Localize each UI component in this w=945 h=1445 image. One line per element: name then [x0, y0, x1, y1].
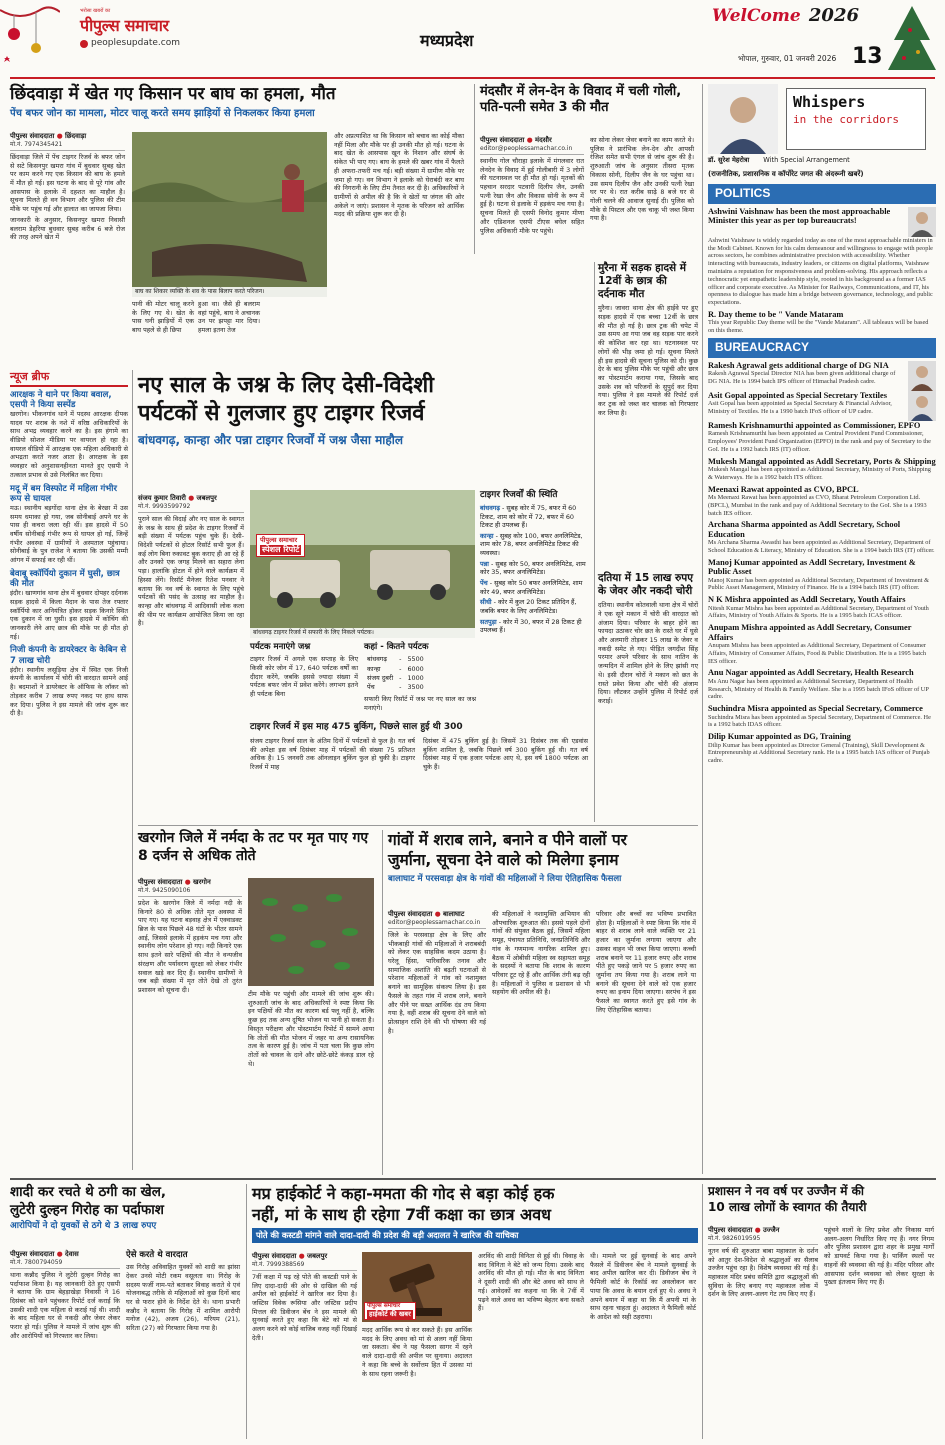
website-link[interactable]: peoplesupdate.com — [91, 37, 180, 48]
booking-headline: टाइगर रिजर्व में इस माह 475 बुकिंग, पिछले साल हुई थी 300 — [250, 722, 463, 732]
body-col1: स्थानीय गोल चौराहा इलाके में मंगलवार रात लेनदेन के विवाद में हुई गोलीबारी में 3 लोगों की घटनास्थल पर ही मौत हो गई। मृतकों की पहचान सरदार पटवारी दिलीप जैन, उनकी पत्नी रेखा जैन और विकास सोनी के रूप में हुई है। घटना से इलाके में हड़कंप मच गया है। सूचना मिलते ही एसपी विनोद कुमार मीणा और एडिशनल एसपी टीएस बघेल सहित पुलिस अधिकारी मौके पर पहुंचे। — [480, 156, 584, 235]
byline: पीपुल्स संवाददाता ● छिंदवाड़ा — [10, 132, 87, 140]
badge-label: हाईकोर्ट की खबर — [369, 1310, 411, 1319]
booking-col1: संजय टाइगर रिजर्व साल के अंतिम दिनों में पर्यटकों से फुल है। गत वर्ष की अपेक्षा इस वर्ष दिसंबर माह में पर्यटकों की संख्या 75 प्रतिशत अधिक है। 15 जनवरी तक ऑनलाइन बुकिंग फुल हो चुकी है। टाइगर रिजर्व में माह — [250, 736, 415, 771]
bureaucracy-item — [708, 558, 936, 592]
bureaucracy-item — [708, 668, 936, 701]
masthead — [0, 0, 945, 78]
tagline: (राजनीतिक, प्रशासनिक व कॉर्पोरेट जगत की अंदरूनी खबरें) — [708, 170, 864, 178]
byline: पीपुल्स संवाददाता ● उज्जैन — [708, 1226, 780, 1234]
email: editor@peoplessamachar.co.in — [480, 145, 584, 155]
page-number: 13 — [852, 44, 883, 69]
tiger-victim-photo — [132, 132, 327, 297]
mobile: मो.नं. 7999388569 — [252, 1261, 357, 1271]
status-item: सतपुड़ा - कोर में 30, बफर में 28 टिकट ही उपलब्ध हैं। — [480, 617, 582, 635]
story-balaghat — [388, 830, 698, 1175]
special-report-badge — [256, 534, 305, 557]
body-col1: जिले के परसवाड़ा क्षेत्र के लिए और भीकबाही गांवों की महिलाओं ने शराबबंदी को लेकर एक साहसिक कदम उठाया है। घरेलू हिंसा, पारिवारिक तनाव और सामाजिक अशांति की बढ़ती घटनाओं से परेशान महिलाओं ने गांव को नशामुक्त बनाने का सामूहिक संकल्प लिया है। इस फैसले के तहत गांव में शराब लाने, बनाने और पीने पर सख्त आर्थिक दंड तय किया गया है, वहीं शराब की सूचना देने वाले को प्रोत्साहन राशि देने की भी घोषणा की गई है। — [388, 930, 486, 1035]
bureaucracy-item — [708, 595, 936, 620]
headline: मंदसौर में लेन-देन के विवाद में चली गोली, पति-पत्नी समेत 3 की मौत — [480, 84, 682, 115]
brief-body: इंदौर। खाणगांव थाना क्षेत्र में बुधवार दोपहर दर्दनाक सड़क हादसे में किला मैदान के पास तेज रफ्तार स्कॉर्पियो कार अनियंत्रित होकर सड़क किनारे स्थित एक दुकान में जा घुसी। इस हादसे में कोचिंग की जानकारी लेने आए छात्र की मौके पर ही मौत हो गई। — [10, 589, 128, 641]
item-body: Dilip Kumar has been appointed as Director General (Training), Skill Development & Entrepreneurship at Additional Secretary rank. He is a 1995 batch IAS officer of Punjab cadre. — [708, 741, 930, 765]
body-col2: का सोना लेकर जेवर बनाने का काम करते थे। पुलिस ने प्रारंभिक लेन-देन और आपसी रंजिश समेत सभी एंगल से जांच शुरू की है। शुरुआती जांच के अनुसार तीसरा मृतक विकास सोनी, दिलीप जैन के घर पहुंचा था। उस समय दिलीप जैन और उनकी पत्नी रेखा घर पर थे। रात करीब साढ़े 8 बजे घर से गोली चलने की आवाज सुनाई दी। पुलिस को मौके से पिस्टल और एक चाकू भी जब्त किया गया है। — [590, 136, 694, 223]
item-head: N K Mishra appointed as Addl Secretary, Youth Affairs — [708, 595, 906, 605]
body: दतिया। स्थानीय कोतवाली थाना क्षेत्र में चोरों ने एक सूने मकान में चोरी की वारदात को अंजाम दिया। परिवार के बाहर होने का फायदा उठाकर चोर छत के रास्ते घर में घुसे और अलमारी तोड़कर 15 लाख के जेवर व नकदी समेट ले गए। पीड़ित जगदीश सिंह परमार अपने परिवार के साथ नातिन के जन्मदिन में शामिल होने के लिए झांसी गए थे। इसी दौरान चोरों ने मकान को छत के रास्ते प्रवेश किया और चोरी की अंजाम दिया। लौटकर उन्होंने पुलिस में रिपोर्ट दर्ज कराई। — [598, 601, 698, 705]
reserve-status-box — [480, 490, 588, 637]
byline: पीपुल्स संवाददाता ● मंदसौर — [480, 136, 552, 144]
headline: छिंदवाड़ा में खेत गए किसान पर बाघ का हमला, मौत — [10, 84, 336, 104]
safari-photo — [250, 490, 475, 638]
bureaucracy-item — [708, 391, 936, 421]
body-col2: पानी की मोटर चालू करने के लिए गए थे। खेत के पास घनी झाड़ियों में एक बाघ पहले से ही छिपा — [132, 300, 194, 335]
table-row: पेंच - 3500 — [367, 683, 424, 692]
body-col4: और अप्रत्याशित था कि किसान को बचाव का कोई मौका नहीं मिला और मौके पर ही उनकी मौत हो गई। घटना के बाद खेत के आसपास खून के निशान और संघर्ष के संकेत भी पाए गए। बाघ के हमले की खबर गांव में फैलते ही अफरा-तफरी मच गई। बड़ी संख्या में ग्रामीण मौके पर जमा हो गए। वन विभाग ने इलाके को घेराबंदी कर बाघ की निगरानी के लिए टीम तैनात कर दी है। अधिकारियों ने ग्रामीणों से अपील की है कि वे खेतों या जंगल की ओर अकेले न जाएं। प्रशासन ने मृतक के परिजन को आर्थिक मदद की प्रक्रिया शुरू कर दी है। — [334, 132, 464, 219]
divider-horizontal-1 — [138, 825, 698, 826]
body-col1: प्रदेश के खरगोन जिले में नर्मदा नदी के किनारे 80 से अधिक तोते मृत अवस्था में पाए गए। यह घटना बड़वाह क्षेत्र में एक्वाडक्ट ब्रिज के पास पिछले 48 घंटों के भीतर सामने आई, जिससे इलाके में हड़कंप मच गया और स्थानीय लोग परेशान हो गए। नदी किनारे एक साथ इतने सारे पक्षियों की मौत ने वन्यजीव संरक्षण और पर्यावरण सुरक्षा को लेकर गंभीर सवाल खड़े कर दिए हैं। स्थानीय ग्रामीणों ने जब बड़ी संख्या में मृत तोते देखे तो तुरंत प्रशासन को सूचना दी। — [138, 898, 242, 994]
parrots-photo — [248, 878, 374, 986]
divider-vertical-6 — [702, 1184, 703, 1439]
brief-item — [10, 390, 128, 480]
body-col2: टीम मौके पर पहुंची और मामले की जांच शुरू की। शुरुआती जांच के बाद अधिकारियों ने स्पष्ट किया कि इन पक्षियों की मौत का कारण बर्ड फ्लू नहीं है, बल्कि कुछ हद तक अन्य दूषित भोजन या पानी हो सकता है। विस्तृत परीक्षण और पोस्टमार्टम रिपोर्ट में सामने आया कि तोतों की मौत भोजन में जहर या अन्य रासायनिक तत्व के कारण हुई है। जांच में पता चला कि कुछ लोग तोतों को चावल के दाने और छोटे-छोटे कंकड़ डाल रहे थे। — [248, 990, 374, 1068]
email: editor@peoplessamachar.co.in — [388, 919, 486, 929]
politics-item — [708, 207, 936, 307]
status-item: पन्ना - सुबह कोर 50, बफर अनलिमिटेड, शाम कोर 35, बफर अनलिमिटेड। — [480, 559, 586, 577]
rday-item — [708, 310, 936, 335]
rday-head: R. Day theme to be " Vande Mataram — [708, 310, 844, 319]
table-row: संजय दुबरी - 1000 — [367, 673, 424, 682]
officer-portrait-icon — [908, 391, 936, 421]
headline-line-2: पर्यटकों से गुलजार हुए टाइगर रिजर्व — [138, 400, 425, 426]
bureaucracy-item — [708, 361, 936, 391]
brief-title: बेवाबू स्कॉर्पियो दुकान में घुसी, छात्र की मौत — [10, 568, 120, 589]
author-portrait-icon — [708, 84, 778, 154]
crowd-title: कहां - कितने पर्यटक — [364, 642, 429, 652]
body-col3: हुआ था। जैसे ही बलराम वहां पहुंचे, बाघ ने अचानक उन पर झपट्टा मार दिया। हमला इतना तेज — [198, 300, 260, 335]
mobile: मो.नं. 7974345421 — [10, 141, 125, 151]
bureaucracy-item — [708, 485, 936, 518]
story-highcourt — [252, 1184, 698, 1439]
brief-item — [10, 484, 128, 565]
whispers-title: Whispers — [793, 93, 866, 111]
story-khargone — [138, 830, 378, 1175]
table-row: बांधवगढ़ - 5500 — [367, 655, 424, 664]
celebration-box — [250, 642, 358, 701]
headline: खरगोन जिले में नर्मदा के तट पर मृत पाए गए 8 दर्जन से अधिक तोते — [138, 830, 369, 864]
status-item: बांधवगढ़ - सुबह कोर में 75, बफर में 60 टिकट, शाम को कोर में 72, बफर में 60 टिकट ही उपलब्ध हैं। — [480, 503, 577, 530]
headline-line-2: नहीं, मां के साथ ही रहेगा 7वीं कक्षा का छात्र अवध — [252, 1204, 551, 1224]
body-col1: 7वीं कक्षा में पढ़ रहे पोते की कस्टडी पाने के लिए दादा-दादी की ओर से दाखिल की गई अपील को हाईकोर्ट ने खारिज कर दिया है। जस्टिस विवेक रूसिया और जस्टिस प्रदीप मित्तल की डिवीजन बेंच ने इस मामले की सुनवाई करते हुए कहा कि बेटे को मां से अलग करने को कोई वाजिब वजह नहीं दिखाई देती। — [252, 1272, 357, 1342]
minister-portrait-icon — [908, 207, 936, 237]
item-head: Rakesh Agrawal gets additional charge of DG NIA — [708, 360, 889, 370]
bureaucracy-item — [708, 457, 936, 482]
badge-brand: पीपुल्स समाचार — [260, 536, 298, 544]
photo-caption: बांधवगढ़ टाइगर रिजर्व में सफारी के लिए निकले पर्यटक। — [250, 628, 475, 638]
item-head: Meenaxi Rawat appointed as CVO, BPCL — [708, 484, 859, 494]
brief-body: खरगोन। भीकनगांव थाने में पदस्थ आरक्षक दीपक यादव पर शराब के नशे में वरिष्ठ अधिकारियों के साथ अभद्र व्यवहार करने का है। इस हंगामे का वीडियो सोशल मीडिया पर वायरल हो रहा है। वायरल वीडियो में आरक्षक एक महिला अधिकारी से अभद्रता करते नजर आता है। आरक्षक के इस व्यवहार को अनुशासनहीनता मानते हुए एसपी ने तत्काल प्रभाव से उसे निलंबित कर दिया। — [10, 409, 128, 479]
item-body: Mukesh Mangal has been appointed as Additional Secretary, Ministry of Ports, Shipping & Waterways. He is a 1992 batch ITS officer. — [708, 466, 931, 481]
body-col1b: जानकारी के अनुसार, किसनपुर खमरा निवासी बलराम डेहरिया बुधवार सुबह करीब 6 बजे रोज की तरह अपने खेत में — [10, 215, 125, 242]
divider-vertical-3 — [594, 262, 595, 822]
body-col2: उस गिरोह अविवाहित युवकों को शादी का झांसा देकर उनसे मोटी रकम वसूलता था। गिरोह के सदस्य फर्जी नाम-पते बताकर विवाह कराते थे एवं योजनाबद्ध तरीके से महिलाओं को कुछ दिनों बाद घर से फरार होने के निर्देश देते थे। थाना प्रभारी कन्नौद ने बताया कि गिरोह में शामिल आरोपी मनोज (42), अजय (26), मरियम (21), सरिता (27) को गिरफ्तार किया गया है। — [126, 1263, 240, 1333]
story-tiger-reserve — [138, 372, 590, 822]
bureaucracy-item — [708, 520, 936, 554]
headline-line-1: गांवों में शराब लाने, बनाने व पीने वालों पर — [388, 831, 627, 849]
headline-line-2: 10 लाख लोगों के स्वागत की तैयारी — [708, 1199, 867, 1214]
celebration-text: टाइगर रिजर्व में अगले एक सप्ताह के लिए किसी कोर जोन में 17, 640 पर्यटक वर्षों का दीदार करेंगे, जबकि इससे ज्यादा संख्या में पर्यटक बफर जोन में प्रवेश करेंगे। लगभग इतने ही पर्यटक बिना — [250, 655, 358, 699]
headline-line-1: प्रशासन ने नव वर्ष पर उज्जैन में की — [708, 1184, 864, 1198]
brief-body: मऊ। स्थानीय बड़गोंदा थाना क्षेत्र के बेरछा में उस समय धमाका हो गया, जब सोनीबाई अपने घर के पास ही कचरा जला रही थीं। इस हादसे में 50 वर्षीय सोनीबाई गंभीर रूप से घायल हो गई, जिन्हें गंभीर अवस्था में ग्रामीणों ने अस्पताल पहुंचाया। सोनीबाई के पुत्र राजेश ने बताया कि उसकी मम्मी आंगन में सफाई कर रही थीं। — [10, 503, 128, 565]
crowd-note: सफारी किए रिसॉर्ट में जश्न पर नए साल का जश्न मनाएंगे। — [364, 695, 476, 713]
story-ujjain — [708, 1184, 936, 1439]
item-body: Ms Archana Sharma Awasthi has been appointed as Additional Secretary, Department of School Education & Literacy, Ministry of Education. She is a 1994 batch IRS (IT) officer. — [708, 539, 935, 555]
item-head: Asit Gopal appointed as Special Secretary Textiles — [708, 390, 887, 400]
item-head: Anupam Mishra appointed as Addl Secretary, Consumer Affairs — [708, 623, 912, 642]
photo-caption: बाघ का शिकार व्यक्ति के शव के पास बिलाप करते परिजन। — [132, 287, 327, 297]
field-photo-icon — [132, 132, 327, 297]
politics-body: Ashwini Vaishnaw is widely regarded today as one of the most approachable ministers in the Modi Cabinet. Known for his calm demeanour and willingness to engage with people across sectors, he combines administrative precision with accessibility. Whether interacting with bureaucrats, industry leaders, or citizens on digital platforms, Vaishnaw maintains a reputation for responsiveness and problem-solving. His approach reflects a technocratic yet empathetic leadership style, rooted in his background as a former IAS officer and corporate executive. As Minister for Railways, Communications, and IT, his openness to dialogue has made him a bridge between governance, technology, and public expectations. — [708, 236, 933, 307]
logo-text: पीपुल्स समाचार — [80, 15, 169, 35]
item-body: Anupam Mishra has been appointed as Additional Secretary, Department of Consumer Affairs, Ministry of Consumer Affairs, Food & Public Distribution. He is a 1995 batch IES officer. — [708, 642, 927, 665]
item-head: Manoj Kumar appointed as Addl Secretary, Investment & Public Asset — [708, 557, 916, 577]
booking-col2: दिसंबर में 475 बुकिंग हुई है। जिसमें 31 दिसंबर तक की एडवांस बुकिंग शामिल है, जबकि पिछले वर्ष 300 बुकिंग हुई थी। गत वर्ष दिसंबर माह में एक हजार पर्यटक आए थे, इस वर्ष 1800 पर्यटक आ चुके हैं। — [423, 736, 588, 771]
byline: पीपुल्स संवाददाता ● जबलपुर — [252, 1252, 328, 1260]
booking-sub-story — [250, 722, 588, 774]
masthead-deco-left — [0, 0, 60, 78]
headline-line-1: नए साल के जश्न के लिए देसी-विदेशी — [138, 373, 434, 398]
brief-item — [10, 569, 128, 642]
status-item: पेंच - सुबह कोर 50 बफर अनलिमिटेड, शाम कोर 49, बफर अनलिमिटेड। — [480, 579, 583, 596]
item-body: Suchindra Misra has been appointed as Special Secretary, Department of Commerce. He is a 1992 batch IDAS officer. — [708, 713, 931, 729]
subhead: आरोपियों ने दो युवकों से ठगे थे 3 लाख रुपए — [10, 1221, 157, 1232]
body-col3: अरविंद की शादी विनिता से हुई थी। विवाह के बाद विनिता ने बेटे को जन्म दिया। उसके बाद अरविंद की मौत हो गई। मौत के बाद विनिता ने दूसरी शादी की और बेटे अवध को साथ ले गई। आवेदकों का कहना था कि वे 7वीं में पढ़ने वाले अवध का भविष्य बेहतर बना सकते हैं। — [478, 1252, 584, 1313]
divider-vertical-1 — [474, 84, 475, 254]
whispers-column — [708, 84, 936, 1174]
divider-vertical-5 — [246, 1184, 247, 1439]
crowd-table — [364, 655, 427, 692]
table-row: कान्हा - 6000 — [367, 664, 424, 673]
headline-line-2: लुटेरी दुल्हन गिरोह का पर्दाफाश — [10, 1201, 164, 1218]
body: पुराने साल की विदाई और नए साल के स्वागत के जश्न के साथ ही प्रदेश के टाइगर रिजर्वों में बड़ी संख्या में पर्यटक पहुंच चुके हैं। देसी-विदेशी पर्यटकों से होटल रिसॉर्ट सभी फुल हैं। कई लोग बिना रुकावट बुक कराए ही आ रहे हैं और उनको एक जगह मिलने का सहारा लेना पड़ा। हालांकि होटल में होने वाले कार्यक्रम में हिस्सा लेंगे। रिसॉर्ट मैनेजर रितेश पनवार ने बताया कि नव वर्ष के स्वागत के लिए पहुंचे पर्यटकों की पसंद के उत्साह का माहौल है। कान्हा और बांधवगढ़ में आदिवासी लोक कला की थीम पर कार्यक्रम आयोजित किया जा रहा है। — [138, 514, 244, 628]
headline-line-2: जुर्माना, सूचना देने वाले को मिलेगा इनाम — [388, 851, 619, 870]
divider-horizontal-2 — [10, 1178, 936, 1180]
news-brief-label: न्यूज ब्रीफ — [10, 370, 128, 387]
celebration-title: पर्यटक मनाएंगे जश्न — [250, 642, 311, 652]
brief-title: निजी कंपनी के डायरेक्टर के केबिन से 7 लाख चोरी — [10, 645, 127, 666]
divider-vertical-4 — [382, 830, 383, 1175]
body-col2: मदद आर्थिक रूप से कर सकते हैं। इस आर्थिक मदद के लिए अवध को मां से अलग नहीं किया जा सकता। बेंच ने यह फैसला सागर में रहने वाले दादा-दादी की अपील पर सुनाया। अदालत ने कहा कि बच्चे के सर्वोत्तम हित में उसका मां के साथ रहना जरूरी है। — [362, 1326, 472, 1378]
body-col3: परिवार और बच्चों का भविष्य प्रभावित होता है। महिलाओं ने स्पष्ट किया कि गांव में बाहर से शराब लाने वाले व्यक्ति पर 21 हजार का जुर्माना लगाया जाएगा और उसका वाहन भी जब्त किया जाएगा। कच्ची शराब बनाने पर 11 हजार रुपए और शराब पीते हुए पकड़े जाने पर 5 हजार रुपए का जुर्माना तय किया गया है। शराब लाने या बनाने की सूचना देने वाले को एक हजार रुपए का इनाम दिया जाएगा। सरपंच ने इस फैसले का स्वागत करते हुए इसे गांव के लिए ऐतिहासिक बताया। — [596, 910, 696, 1014]
item-body: Manoj Kumar has been appointed as Additional Secretary, Department of Investment & Public Asset Management, Ministry of Finance. He is a 1994 batch IRS (IT) officer. — [708, 576, 929, 592]
headline-line-1: शादी कर रचते थे ठगी का खेल, — [10, 1184, 166, 1200]
brief-item — [10, 645, 128, 718]
mobile: मो.नं. 9993599792 — [138, 503, 244, 513]
body-col1: नूतन वर्ष की शुरुआत बाबा महाकाल के दर्शन को आतुर देश-विदेश से श्रद्धालुओं का सैलाब उज्जैन पहुंच रहा है। विशेष व्यवस्था की गई है। महाकाल मंदिर प्रबंध समिति द्वारा श्रद्धालुओं की सुविधा के लिए बनाए गए महाकाल लोक में दर्शन के लिए अलग-अलग गेट तय किए गए हैं। — [708, 1246, 818, 1299]
author-photo — [708, 84, 778, 154]
item-head: Mukesh Mangal appointed as Addl Secretary, Ports & Shipping — [708, 456, 936, 466]
mobile: मो.नं. 9425090106 — [138, 887, 242, 897]
divider-vertical-right — [702, 84, 703, 1174]
bureaucracy-item — [708, 421, 936, 454]
status-item: कान्हा - सुबह कोर 100, बफर अनलिमिटेड, शाम कोर 78, बफर अनलिमिटेड टिकट की व्यवस्था। — [480, 531, 583, 558]
logo[interactable] — [80, 8, 220, 50]
item-body: Rakesh Agrawal Special Director NIA has been given additional charge of DG NIA. He is 1994 batch IPS officer of Himachal Pradesh cadre. — [708, 370, 896, 386]
subhead: बांधवगढ़, कान्हा और पन्ना टाइगर रिजर्वों में जश्न जैसा माहौल — [138, 433, 404, 447]
subhead: पोते की कस्टडी मांगने वाले दादा-दादी की प्रदेश की बड़ी अदालत ने खारिज की याचिका — [252, 1228, 698, 1243]
bureaucracy-item — [708, 732, 936, 765]
bureaucracy-item — [708, 623, 936, 665]
brief-title: मदू में बम विस्फोट में महिला गंभीर रूप से घायल — [10, 483, 117, 504]
crowd-table-box — [364, 642, 476, 715]
item-body: Asit Gopal has been appointed as Special Secretary & Financial Advisor, Ministry of Textiles. He is a 1990 batch IFoS officer of UP cadre. — [708, 400, 892, 416]
item-body: Ms Anu Nagar has been appointed as Additional Secretary, Department of Health Research, Ministry of Health & Family Welfare. She is a 1995 batch IFoS officer of UP cadre. — [708, 677, 929, 701]
whispers-subtitle: in the corridors — [793, 112, 899, 126]
rday-body: This year Republic Day theme will be the "Vande Mataram". All tableaux will be based on this theme. — [708, 319, 929, 335]
headline: मुरैना में सड़क हादसे में 12वीं के छात्र की दर्दनाक मौत — [598, 262, 687, 301]
dead-parrots-photo-icon — [248, 878, 374, 986]
politics-head: Ashwini Vaishnaw has been the most approachable Minister this year as per top bureaucrats! — [708, 206, 891, 226]
item-body: Ramesh Krishnamurthi has been appointed as Central Provident Fund Commissioner, Employees' Provident Fund Organization (EPFO) in the rank and pay of Secretary to the GoI. He is a 1992 batch IRS (IT) officer. — [708, 430, 931, 453]
gavel-photo — [362, 1252, 472, 1322]
story-mandsaur — [480, 84, 695, 256]
byline: पीपुल्स संवाददाता ● देवास — [10, 1250, 79, 1258]
divider-vertical-2 — [132, 370, 133, 1170]
body-col1: थाना कन्नौद पुलिस ने लुटेरी दुल्हन गिरोह का पर्दाफाश किया है। यह जानकारी देते हुए एसपी ने बताया कि ग्राम बेहड़ाखेड़ा निवासी ने 16 दिसंबर को थाने पहुंचकर रिपोर्ट दर्ज कराई कि उसकी शादी एक महिला से कराई गई थी। शादी के बाद महिला घर से नकदी और जेवर लेकर फरार हो गई। पुलिस ने मामले में जांच शुरू की और आरोपियों को गिरफ्तार कर लिया। — [10, 1270, 120, 1340]
subhead: बालाघाट में परसवाड़ा क्षेत्र के गांवों की महिलाओं ने लिया ऐतिहासिक फैसला — [388, 874, 622, 885]
welcome-text: WelCome — [712, 6, 801, 26]
dateline: भोपाल, गुरुवार, 01 जनवरी 2026 — [738, 54, 837, 63]
story-bride-gang — [10, 1184, 242, 1439]
story-datia — [598, 572, 698, 822]
globe-icon — [80, 40, 88, 48]
welcome-year: 2026 — [808, 5, 859, 26]
headline-line-1: मप्र हाईकोर्ट ने कहा-ममता की गोद से बड़ा कोई हक — [252, 1184, 555, 1203]
section-title: मध्यप्रदेश — [420, 31, 474, 50]
with-label: With Special Arrangement — [763, 156, 850, 164]
item-body: Ms Meenaxi Rawat has been appointed as CVO, Bharat Petroleum Corporation Ltd. (BPCL), Mumbai in the rank and pay of Additional Secretary to the GoI. She is a 1993 batch IES officer. — [708, 494, 927, 517]
mobile: मो.नं. 7800794059 — [10, 1259, 120, 1269]
brief-body: इंदौर। स्थानीय लसूड़िया क्षेत्र में स्थित एक निजी कंपनी के कार्यालय में चोरी की वारदात सामने आई है। बदमाशों ने डायरेक्टर के ऑफिस के लॉकर को तोड़कर करीब 7 लाख रुपए नकद पर हाथ साफ कर दिया। पुलिस ने इस मामले की जांच शुरू कर दी है। — [10, 665, 128, 718]
bureaucracy-item — [708, 704, 936, 729]
status-box-title: टाइगर रिजर्वों की स्थिति — [480, 490, 558, 500]
story-morena — [598, 262, 698, 562]
item-head: Anu Nagar appointed as Addl Secretary, Health Research — [708, 668, 914, 678]
body: मुरैना। जावरा थाना क्षेत्र की हाईवे पर हुए सड़क हादसे में एक बच्चा 12वीं के छात्र की मौत हो गई है। छात्र ट्रक की चपेट में उस समय आ गया जब वह सड़क पार करने की कोशिश कर रहा था। घटनास्थल पर लोगों की भीड़ जमा हो गई। सूचना मिलते ही इस हादसे की सूचना पुलिस को दी। कुछ देर के बाद पुलिस मौके पर पहुंची और छात्र का पोस्टमार्टम कराया गया, जिसके बाद उसके शव को परिजनों के सुपुर्द कर दिया गया। पुलिस ने इस मामले की रिपोर्ट दर्ज कर ट्रक को जब्त कर चालक को गिरफ्तार कर लिया है। — [598, 304, 698, 417]
byline: पीपुल्स संवाददाता ● खरगोन — [138, 878, 211, 886]
safari-jeep-photo-icon — [250, 490, 475, 638]
story-tiger-attack — [10, 84, 470, 384]
item-head: Suchindra Misra appointed as Special Secretary, Commerce — [708, 704, 923, 714]
item-head: Archana Sharma appointed as Addl Secretary, School Education — [708, 520, 901, 539]
box-title: ऐसे करते थे वारदात — [126, 1250, 188, 1260]
bureaucracy-band: BUREAUCRACY — [708, 338, 936, 358]
brief-title: आरक्षक ने थाने पर किया बवाल, एसपी ने किया सस्पेंड — [10, 389, 112, 410]
status-item: सीधी - कोर में कुल 20 टिकट प्रतिदिन हैं, जबकि बफर के लिए अनलिमिटेड। — [480, 598, 577, 615]
body-col1: छिंदवाड़ा जिले में पेंच टाइगर रिजर्व के बफर जोन से सटे किसनपुर खमरा गांव में बुधवार सुबह खेत पर काम करने गए एक किसान की बाघ के हमले में मौत हो गई। इस घटना के बाद से पूरे गांव और आसपास के इलाके में दहशत का माहौल है। सूचना मिलते ही वन विभाग और पुलिस की टीम मौके पर पहुंच गई और हालात का जायजा लिया। — [10, 152, 125, 214]
mobile: मो.नं. 9826019595 — [708, 1235, 818, 1245]
highcourt-badge — [364, 1302, 416, 1320]
byline: पीपुल्स संवाददाता ● बालाघाट — [388, 910, 465, 918]
badge-brand: पीपुल्स समाचार — [367, 1302, 401, 1309]
logo-small-text: भरोसा खबरों का — [80, 8, 111, 14]
byline: संजय कुमार तिवारी ● जबलपुर — [138, 494, 217, 502]
subhead: पेंच बफर जोन का मामला, मोटर चालू करते समय झाड़ियों से निकलकर किया हमला — [10, 108, 315, 120]
item-head: Ramesh Krishnamurthi appointed as Commissioner, EPFO — [708, 420, 921, 430]
politics-band: POLITICS — [708, 184, 936, 204]
headline: दतिया में 15 लाख रुपए के जेवर और नकदी चोरी — [598, 572, 694, 598]
author-name: डॉ. सुरेश मेहरोत्रा — [708, 156, 750, 164]
whispers-logo — [786, 88, 926, 150]
badge-label: स्पेशल रिपोर्ट — [262, 544, 300, 554]
body-col2: की महिलाओं ने नशामुक्ति अभियान की औपचारिक शुरुआत की। इससे पहले दोनों गांवों की संयुक्त बैठक हुई, जिसमें महिला समूह, पंचायत प्रतिनिधि, जनप्रतिनिधि और गांव के गणमान्य नागरिक शामिल हुए। बैठक में ओबीसी महिला स्व सहायता समूह के सदस्यों ने बताया कि शराब के कारण परिवार टूट रहे हैं और आर्थिक तंगी बढ़ रही है। महिलाओं ने पुलिस व प्रशासन से भी सहयोग की अपील की है। — [492, 910, 590, 997]
officer-portrait-icon — [908, 361, 936, 391]
snow-tree-icon — [880, 0, 945, 78]
body-col2: पहुंचने वालों के लिए प्रवेश और निकास मार्ग अलग-अलग निर्धारित किए गए हैं। नगर निगम और पुलिस प्रशासन द्वारा शहर के प्रमुख मार्गों को डायवर्ट किया गया है। पार्किंग स्थलों पर वाहनों की व्यवस्था की गई है। मंदिर परिसर और आसपास दर्शन व्यवस्था को लेकर सुरक्षा के पुख्ता इंतजाम किए गए हैं। — [824, 1226, 934, 1287]
item-head: Dilip Kumar appointed as DG, Training — [708, 732, 851, 742]
body-col4: थी। मामले पर हुई सुनवाई के बाद अपने फैसले में डिवीजन बेंच ने मामले सुनवाई के बाद अपील खारिज कर दी। डिवीजन बेंच ने फैमिली कोर्ट के रिकॉर्ड का अवलोकन कर पाया कि अवध के बयान दर्ज हुए थे। अवध ने अपने बयान में कहा था कि मैं अपनी मां के साथ रहना चाहता हूं। अदालत ने फैमिली कोर्ट के आदेश को सही ठहराया। — [590, 1252, 696, 1321]
news-brief — [10, 370, 128, 1170]
christmas-ornament-icon — [0, 0, 60, 78]
item-body: Nitesh Kumar Mishra has been appointed as Additional Secretary, Department of Youth Affairs, Ministry of Youth Affairs & Sports. He is a 1995 batch ICAS officer. — [708, 604, 929, 620]
masthead-rule — [10, 77, 935, 79]
